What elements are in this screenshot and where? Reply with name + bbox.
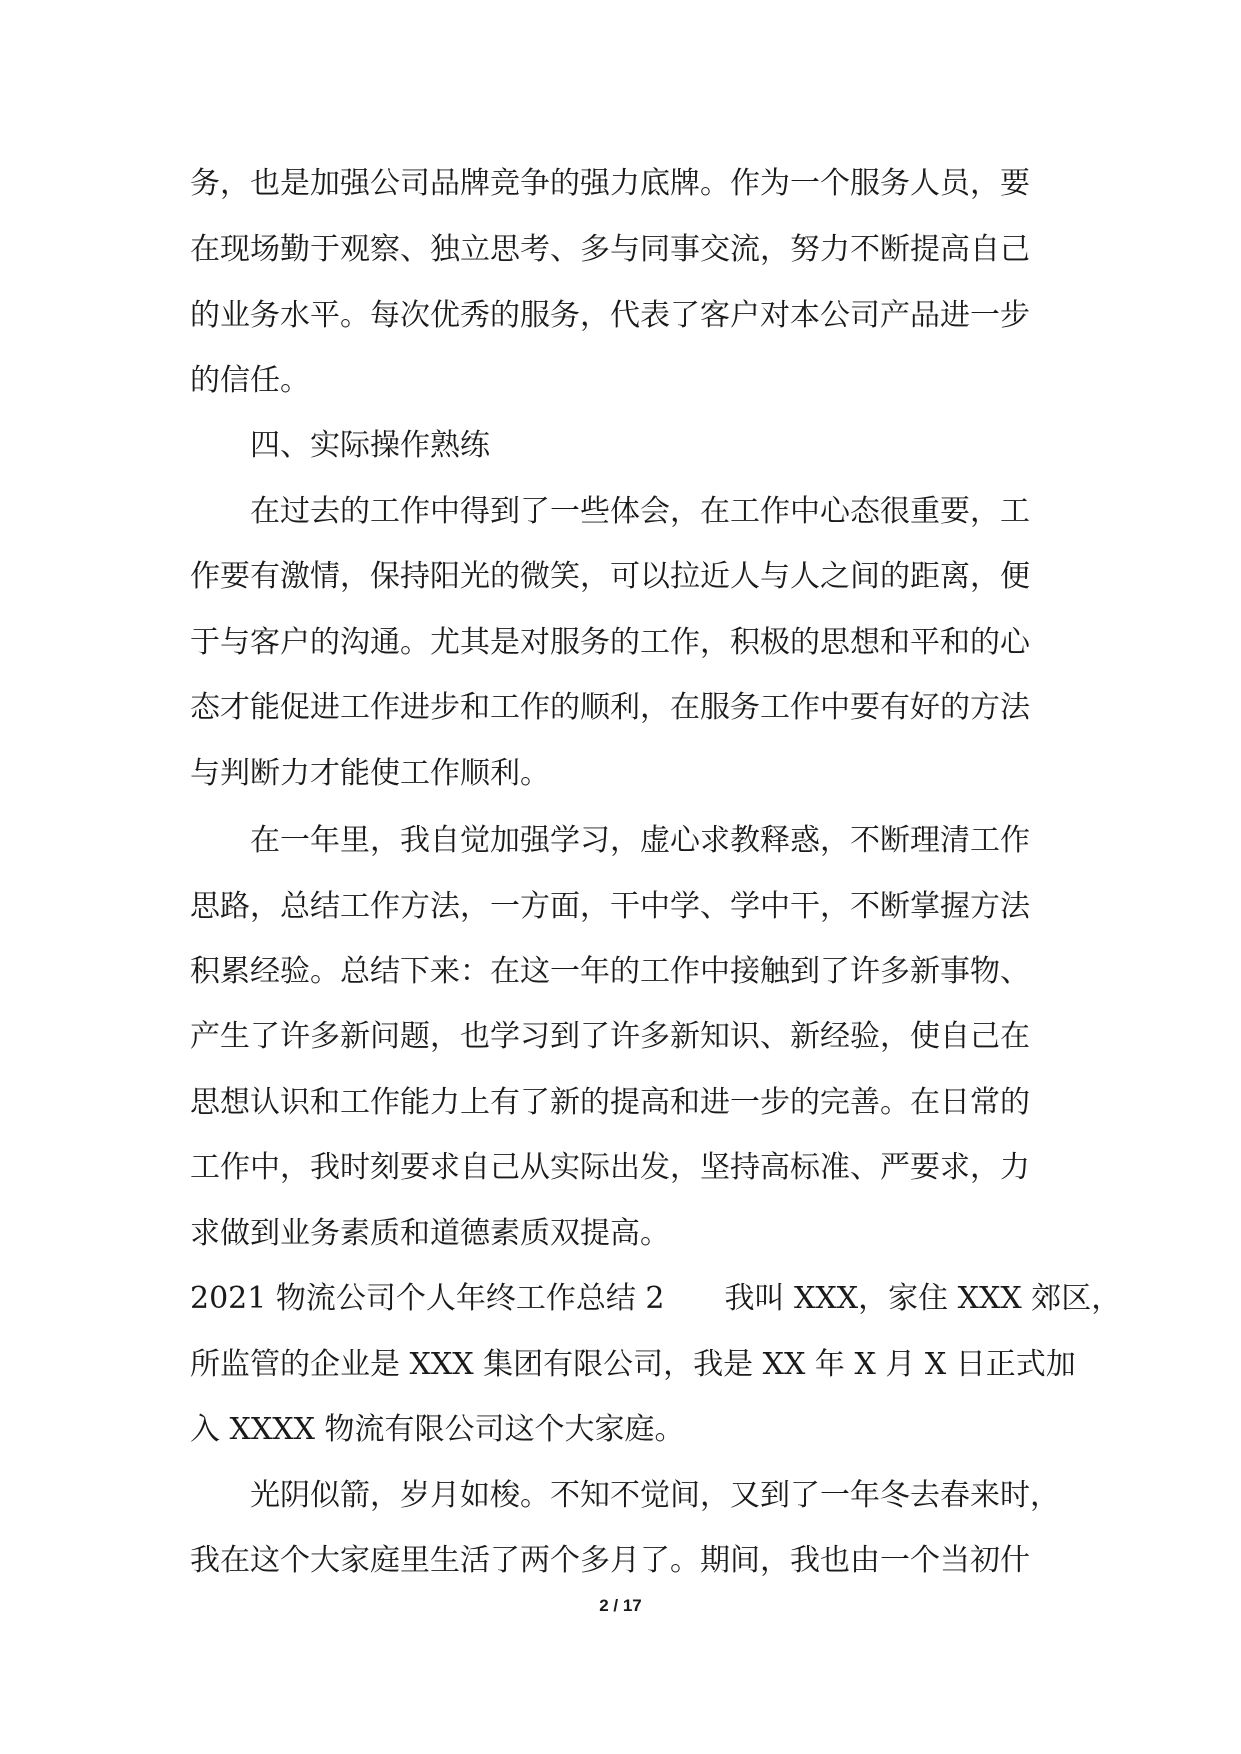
- paragraph-line: 的信任。: [190, 363, 310, 398]
- paragraph-line: 在现场勤于观察、独立思考、多与同事交流，努力不断提高自己: [190, 232, 1030, 267]
- paragraph-line: 在一年里，我自觉加强学习，虚心求教释惑，不断理清工作: [190, 823, 1030, 858]
- paragraph-line: 工作中，我时刻要求自己从实际出发，坚持高标准、严要求，力: [190, 1150, 1030, 1185]
- paragraph-line: 于与客户的沟通。尤其是对服务的工作，积极的思想和平和的心: [190, 625, 1030, 660]
- paragraph-line: 务，也是加强公司品牌竞争的强力底牌。作为一个服务人员，要: [190, 166, 1030, 201]
- section-heading: 四、实际操作熟练: [190, 428, 490, 463]
- section-title-line: 2021 物流公司个人年终工作总结 2 我叫 XXX，家住 XXX 郊区，: [190, 1281, 1122, 1316]
- paragraph-line: 我在这个大家庭里生活了两个多月了。期间，我也由一个当初什: [190, 1543, 1030, 1578]
- paragraph-line: 作要有激情，保持阳光的微笑，可以拉近人与人之间的距离，便: [190, 559, 1030, 594]
- paragraph-line: 积累经验。总结下来：在这一年的工作中接触到了许多新事物、: [190, 954, 1030, 989]
- page-number: 2 / 17: [599, 1596, 642, 1615]
- paragraph-line: 与判断力才能使工作顺利。: [190, 756, 550, 791]
- paragraph-line: 光阴似箭，岁月如梭。不知不觉间，又到了一年冬去春来时，: [190, 1478, 1060, 1513]
- paragraph-line: 的业务水平。每次优秀的服务，代表了客户对本公司产品进一步: [190, 298, 1030, 333]
- paragraph-line: 入 XXXX 物流有限公司这个大家庭。: [190, 1412, 685, 1447]
- paragraph-line: 在过去的工作中得到了一些体会，在工作中心态很重要，工: [190, 494, 1030, 529]
- paragraph-line: 思路，总结工作方法，一方面，干中学、学中干，不断掌握方法: [190, 889, 1030, 924]
- paragraph-line: 产生了许多新问题，也学习到了许多新知识、新经验，使自己在: [190, 1019, 1030, 1054]
- paragraph-line: 思想认识和工作能力上有了新的提高和进一步的完善。在日常的: [190, 1085, 1030, 1120]
- paragraph-line: 所监管的企业是 XXX 集团有限公司，我是 XX 年 X 月 X 日正式加: [190, 1347, 1076, 1382]
- paragraph-line: 求做到业务素质和道德素质双提高。: [190, 1216, 670, 1251]
- paragraph-line: 态才能促进工作进步和工作的顺利，在服务工作中要有好的方法: [190, 690, 1030, 725]
